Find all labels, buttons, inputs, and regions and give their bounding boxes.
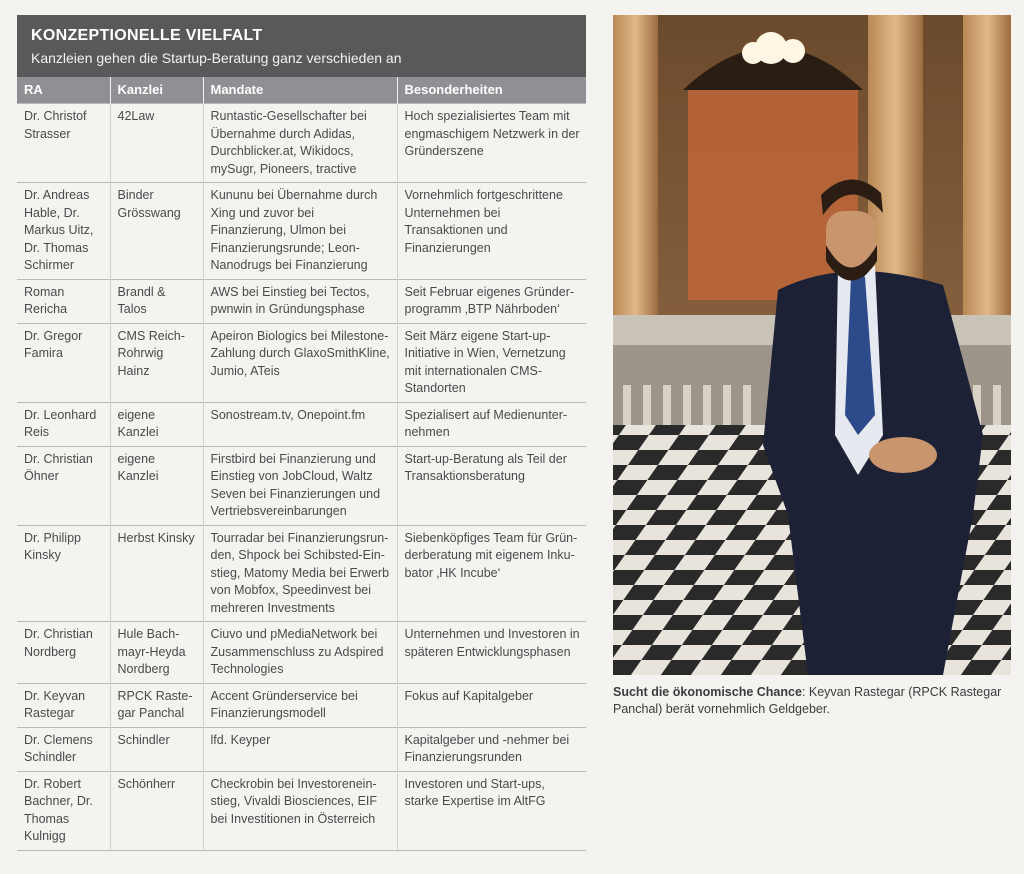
cell-besonderheiten: Spezialisert auf Medienunternehmen bbox=[397, 402, 586, 446]
cell-mandate: Runtastic-Gesellschafter bei Übernahme durch Adidas, Durchblicker.at, Wikidocs, mySugr, Pioneers, tractive bbox=[203, 104, 397, 183]
box-subtitle: Kanzleien gehen die Startup-Beratung ganz verschieden an bbox=[31, 50, 402, 66]
cell-besonderheiten: Siebenköpfiges Team für Gründerberatung mit eigenem Inkubator ‚HK Incube‘ bbox=[397, 525, 586, 622]
table-row bbox=[17, 683, 586, 727]
cell-ra: Roman Rericha bbox=[17, 279, 110, 323]
cell-mandate: Ciuvo und pMediaNetwork bei Zusammenschluss zu Adspired Technologies bbox=[203, 622, 397, 684]
cell-kanzlei: Hule Bachmayr-Heyda Nordberg bbox=[110, 622, 203, 684]
cell-ra: Dr. Keyvan Rastegar bbox=[17, 683, 110, 727]
caption-bold: Sucht die ökonomische Chance bbox=[613, 685, 802, 699]
column-header-mandate: Mandate bbox=[203, 77, 397, 104]
cell-besonderheiten: Fokus auf Kapitalgeber bbox=[397, 683, 586, 727]
cell-mandate: Firstbird bei Finanzierung und Einstieg von JobCloud, Waltz Seven bei Finanzierungen und Vertriebsvereinbarungen bbox=[203, 446, 397, 525]
photo-caption bbox=[613, 684, 1013, 718]
cell-kanzlei: 42Law bbox=[110, 104, 203, 183]
cell-kanzlei: Schindler bbox=[110, 727, 203, 771]
cell-mandate: Kununu bei Übernahme durch Xing und zuvor bei Finanzierung, Ulmon bei Finanzierungsrunde; Leon-Nanodrugs bei Finanzierung bbox=[203, 183, 397, 280]
cell-besonderheiten: Investoren und Start-ups, starke Expertise im AltFG bbox=[397, 771, 586, 850]
cell-ra: Dr. Robert Bachner, Dr. Thomas Kulnigg bbox=[17, 771, 110, 850]
portrait-photo bbox=[613, 15, 1011, 675]
cell-mandate: Apeiron Biologics bei Milestone-Zahlung durch GlaxoSmithKline, Jumio, ATeis bbox=[203, 323, 397, 402]
cell-ra: Dr. Andreas Hable, Dr. Markus Uitz, Dr. Thomas Schirmer bbox=[17, 183, 110, 280]
cell-ra: Dr. Philipp Kinsky bbox=[17, 525, 110, 622]
cell-besonderheiten: Start-up-Beratung als Teil der Transaktionsberatung bbox=[397, 446, 586, 525]
cell-ra: Dr. Christof Strasser bbox=[17, 104, 110, 183]
cell-besonderheiten: Kapitalgeber und -nehmer bei Finanzierungsrunden bbox=[397, 727, 586, 771]
table-row bbox=[17, 104, 586, 183]
cell-kanzlei: Brandl & Talos bbox=[110, 279, 203, 323]
table-row bbox=[17, 402, 586, 446]
cell-ra: Dr. Christian Öhner bbox=[17, 446, 110, 525]
table-row bbox=[17, 446, 586, 525]
law-firm-table bbox=[17, 77, 586, 851]
cell-besonderheiten: Seit Februar eigenes Gründerprogramm ‚BTP Nährboden‘ bbox=[397, 279, 586, 323]
cell-kanzlei: RPCK Rastegar Panchal bbox=[110, 683, 203, 727]
column-header-besonderheiten: Besonderheiten bbox=[397, 77, 586, 104]
cell-kanzlei: Schönherr bbox=[110, 771, 203, 850]
column-header-ra: RA bbox=[17, 77, 110, 104]
cell-mandate: Sonostream.tv, Onepoint.fm bbox=[203, 402, 397, 446]
column-header-kanzlei: Kanzlei bbox=[110, 77, 203, 104]
cell-besonderheiten: Vornehmlich fortgeschrittene Unternehmen bei Transaktionen und Finanzierungen bbox=[397, 183, 586, 280]
cell-besonderheiten: Unternehmen und Investoren in späteren Entwicklungsphasen bbox=[397, 622, 586, 684]
table-row bbox=[17, 323, 586, 402]
cell-ra: Dr. Leonhard Reis bbox=[17, 402, 110, 446]
cell-kanzlei: Herbst Kinsky bbox=[110, 525, 203, 622]
cell-ra: Dr. Clemens Schindler bbox=[17, 727, 110, 771]
table-header-row bbox=[17, 77, 586, 104]
cell-besonderheiten: Hoch spezialisiertes Team mit engmaschigem Netzwerk in der Gründerszene bbox=[397, 104, 586, 183]
comparison-box bbox=[17, 15, 586, 851]
cell-kanzlei: eigene Kanzlei bbox=[110, 402, 203, 446]
cell-ra: Dr. Gregor Famira bbox=[17, 323, 110, 402]
caption-text: : Keyvan Rastegar (RPCK Rastegar Panchal) berät vornehmlich Geldgeber. bbox=[613, 685, 1002, 716]
cell-mandate: AWS bei Einstieg bei Tectos, pwnwin in Gründungsphase bbox=[203, 279, 397, 323]
cell-kanzlei: Binder Grösswang bbox=[110, 183, 203, 280]
box-title: KONZEPTIONELLE VIELFALT bbox=[31, 27, 263, 44]
table-row bbox=[17, 525, 586, 622]
cell-ra: Dr. Christian Nordberg bbox=[17, 622, 110, 684]
table-row bbox=[17, 771, 586, 850]
cell-mandate: Tourradar bei Finanzierungsrunden, Shpock bei Schibsted-Einstieg, Matomy Media bei Erwerb von Mobfox, Speedinvest bei mehreren Investments bbox=[203, 525, 397, 622]
table-row bbox=[17, 622, 586, 684]
cell-mandate: Checkrobin bei Investoreneinstieg, Vivaldi Biosciences, EIF bei Investitionen in Österreich bbox=[203, 771, 397, 850]
cell-mandate: lfd. Keyper bbox=[203, 727, 397, 771]
cell-besonderheiten: Seit März eigene Start-up-Initiative in Wien, Vernetzung mit internationalen CMS-Standorten bbox=[397, 323, 586, 402]
table-row bbox=[17, 727, 586, 771]
cell-kanzlei: CMS Reich-Rohrwig Hainz bbox=[110, 323, 203, 402]
table-row bbox=[17, 279, 586, 323]
cell-kanzlei: eigene Kanzlei bbox=[110, 446, 203, 525]
table-row bbox=[17, 183, 586, 280]
box-header bbox=[17, 15, 586, 77]
cell-mandate: Accent Gründerservice bei Finanzierungsmodell bbox=[203, 683, 397, 727]
